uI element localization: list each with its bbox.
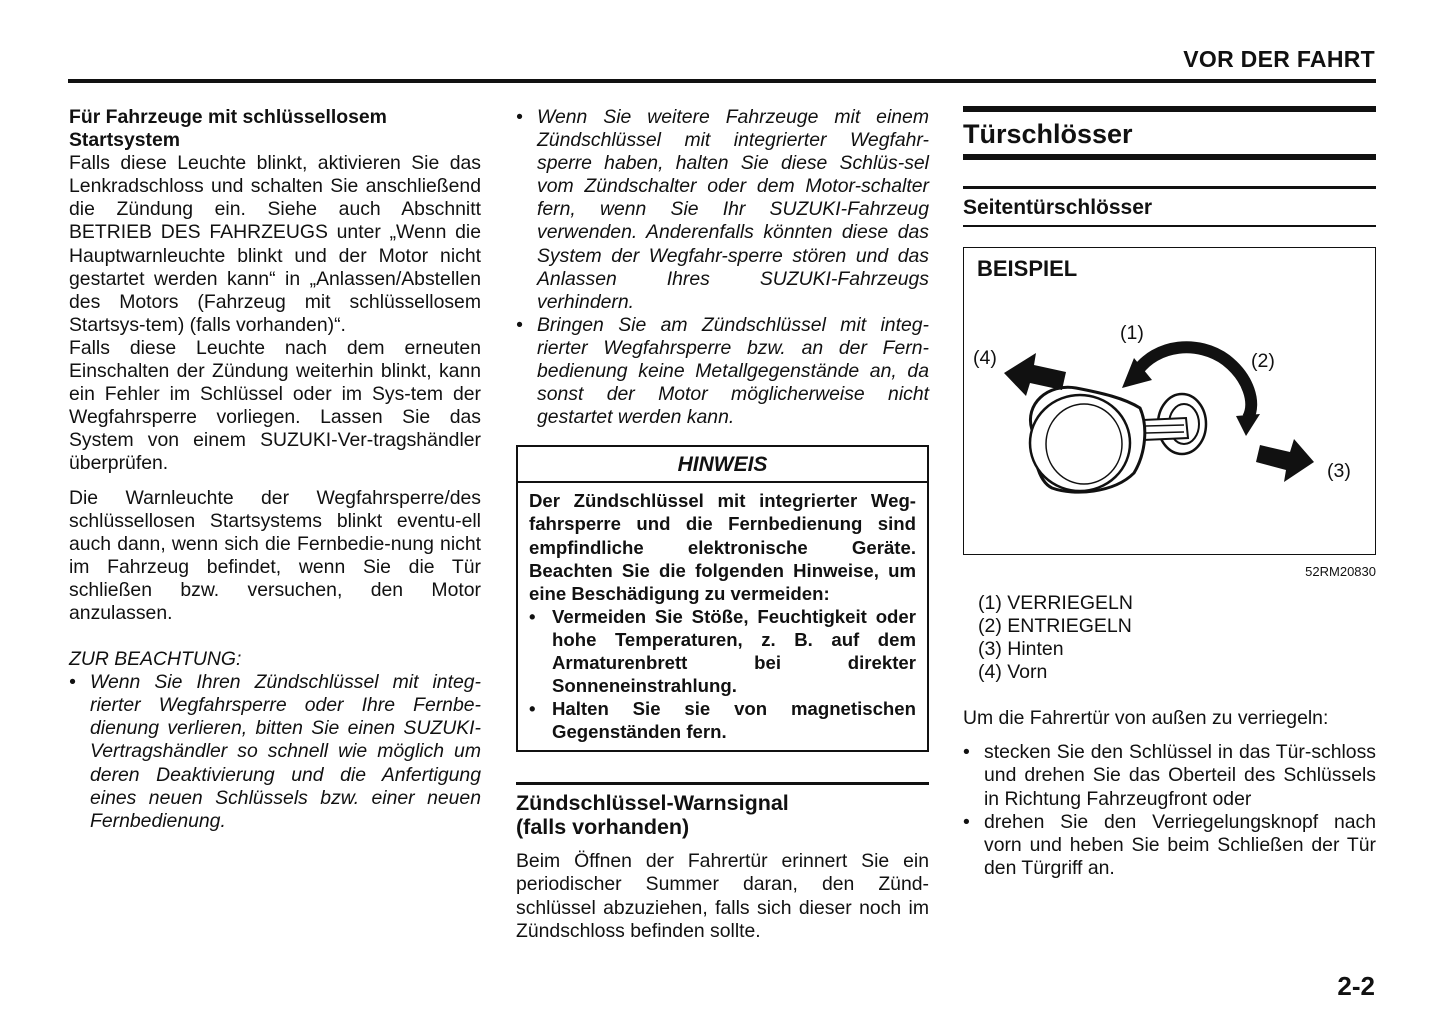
figure-label: BEISPIEL — [977, 256, 1078, 282]
lock-step-2: drehen Sie den Verriegelungsknopf nach vorn und heben Sie beim Schließen der Tür den Türgriff an. — [984, 810, 1376, 879]
hinweis-title: HINWEIS — [518, 447, 927, 483]
bullet-glyph: • — [529, 698, 536, 720]
bullet-glyph: • — [963, 810, 970, 833]
keyless-paragraph-1: Falls diese Leuchte blinkt, aktivieren Sie das Lenkradschloss und schalten Sie anschließend die Zündung ein. Siehe auch Abschnitt BETRIEB DES FAHRZEUGS unter „Wenn die Hauptwarnleuchte blinkt und der Motor nicht gestartet werden kann“ in „Anlassen/Abstellen des Motors (Fahrzeug mit schlüssellosem Startsys-tem) (falls vorhanden)“. — [69, 152, 481, 336]
note-bullet-1: Wenn Sie Ihren Zündschlüssel mit integ-rierter Wegfahrsperre oder Ihre Fernbe-dienung verlieren, bitten Sie einen SUZUKI-Vertragshändler so schnell wie möglich um deren Deaktivierung und die Anfertigung eines neuen Schlüssels bzw. einer neuen Fernbedienung. — [90, 671, 481, 832]
lock-steps-list — [963, 741, 1376, 880]
callout-1: (1) — [1120, 322, 1144, 345]
rear-arrow — [1256, 439, 1314, 482]
key-warning-text: Beim Öffnen der Fahrertür erinnert Sie ein periodischer Summer daran, den Zünd-schlüssel abzuziehen, falls sich dieser noch im Zündschloss befinden sollte. — [516, 850, 929, 942]
warning-light-paragraph: Die Warnleuchte der Wegfahrsperre/des schlüssellosen Startsystems blinkt eventu-ell auch dann, wenn sich die Fernbedie-nung nicht im Fahrzeug befindet, wenn Sie die Tür schließen bzw. versuchen, den Motor anzulassen. — [69, 486, 481, 624]
legend-item: (4) Vorn — [978, 661, 1048, 684]
hinweis-box — [516, 445, 929, 752]
list-item — [69, 671, 481, 833]
column-2 — [516, 106, 929, 943]
door-locks-title: Türschlösser — [963, 119, 1133, 149]
key-blade — [1142, 418, 1188, 440]
column-3 — [963, 106, 1376, 880]
list-item — [963, 741, 1376, 810]
bullet-glyph: • — [529, 605, 536, 627]
hinweis-list — [529, 605, 916, 744]
key-lock-illustration — [964, 248, 1375, 554]
note-list — [69, 671, 481, 833]
header-rule — [68, 79, 1376, 83]
note-label: ZUR BEACHTUNG: — [69, 648, 242, 671]
side-door-locks-subtitle: Seitentürschlösser — [963, 195, 1153, 219]
hinweis-bullet-1: Vermeiden Sie Stöße, Feuchtigkeit oder hohe Temperaturen, z. B. auf dem Armaturenbrett bei direkter Sonneneinstrahlung. — [552, 605, 916, 697]
list-item — [516, 106, 929, 314]
bullet-glyph: • — [516, 106, 523, 128]
figure-legend — [978, 592, 1376, 684]
keyless-paragraph-2: Falls diese Leuchte nach dem erneuten Einschalten der Zündung weiterhin blinkt, kann ein Fehler im Schlüssel oder im Sys-tem der Wegfahrsperre vorliegen. Lassen Sie das System von einem SUZUKI-Ver-tragshändler überprüfen. — [69, 336, 481, 475]
lock-figure — [963, 247, 1376, 555]
legend-item: (1) VERRIEGELN — [978, 592, 1133, 615]
lock-intro: Um die Fahrertür von außen zu verriegeln: — [963, 707, 1329, 730]
section-header-title: VOR DER FAHRT — [1183, 46, 1375, 72]
figure-code: 52RM20830 — [1305, 564, 1376, 580]
bullet-glyph: • — [69, 671, 76, 694]
key-warning-heading-line-1: Zündschlüssel-Warnsignal — [516, 791, 789, 816]
callout-2: (2) — [1251, 350, 1275, 373]
list-item — [529, 697, 916, 743]
note-bullet-2: Wenn Sie weitere Fahrzeuge mit einem Zündschlüssel mit integrierter Wegfahr-sperre haben, halten Sie diese Schlüs-sel vom Zündschalter oder dem Motor-schalter fern, wenn Sie Ihr SUZUKI-Fahrzeug verwenden. Anderenfalls könnten diese das System der Wegfahr-sperre stören und das Anlassen Ihres SUZUKI-Fahrzeugs verhindern. — [537, 106, 929, 313]
keyless-heading: Für Fahrzeuge mit schlüssellosem Startsystem — [69, 106, 387, 152]
subtitle-bottom-rule — [963, 225, 1376, 228]
hinweis-intro: Der Zündschlüssel mit integrierter Weg-fahrsperre und die Fernbedienung sind empfindliche elektronische Geräte. Beachten Sie die folgenden Hinweise, um eine Beschädigung zu vermeiden: — [529, 490, 916, 604]
callout-4: (4) — [973, 347, 997, 370]
page-number: 2-2 — [1337, 971, 1375, 1001]
column-1 — [69, 106, 481, 833]
list-item — [529, 605, 916, 697]
key-warning-heading-line-2: (falls vorhanden) — [516, 815, 690, 840]
unlock-arrowhead — [1236, 414, 1260, 436]
legend-item: (2) ENTRIEGELN — [978, 615, 1132, 638]
legend-item: (3) Hinten — [978, 638, 1064, 661]
hinweis-bullet-2: Halten Sie sie von magnetischen Gegenständen fern. — [552, 698, 916, 743]
bullet-glyph: • — [963, 741, 970, 764]
note-bullet-3: Bringen Sie am Zündschlüssel mit integ-rierter Wegfahrsperre bzw. an der Fern-bedienung keine Metallgegenstände an, da sonst der Motor möglicherweise nicht gestartet werden kann. — [537, 313, 929, 429]
section-rule — [516, 782, 929, 785]
callout-3: (3) — [1327, 460, 1351, 483]
key-warning-heading — [516, 791, 929, 839]
bullet-glyph: • — [516, 313, 523, 336]
hinweis-body — [518, 483, 927, 750]
list-item — [516, 314, 929, 429]
lock-step-1: stecken Sie den Schlüssel in das Tür-schloss und drehen Sie das Oberteil des Schlüssels in Richtung Fahrzeugfront oder — [984, 741, 1376, 810]
note-list-continued — [516, 106, 929, 429]
list-item — [963, 811, 1376, 880]
